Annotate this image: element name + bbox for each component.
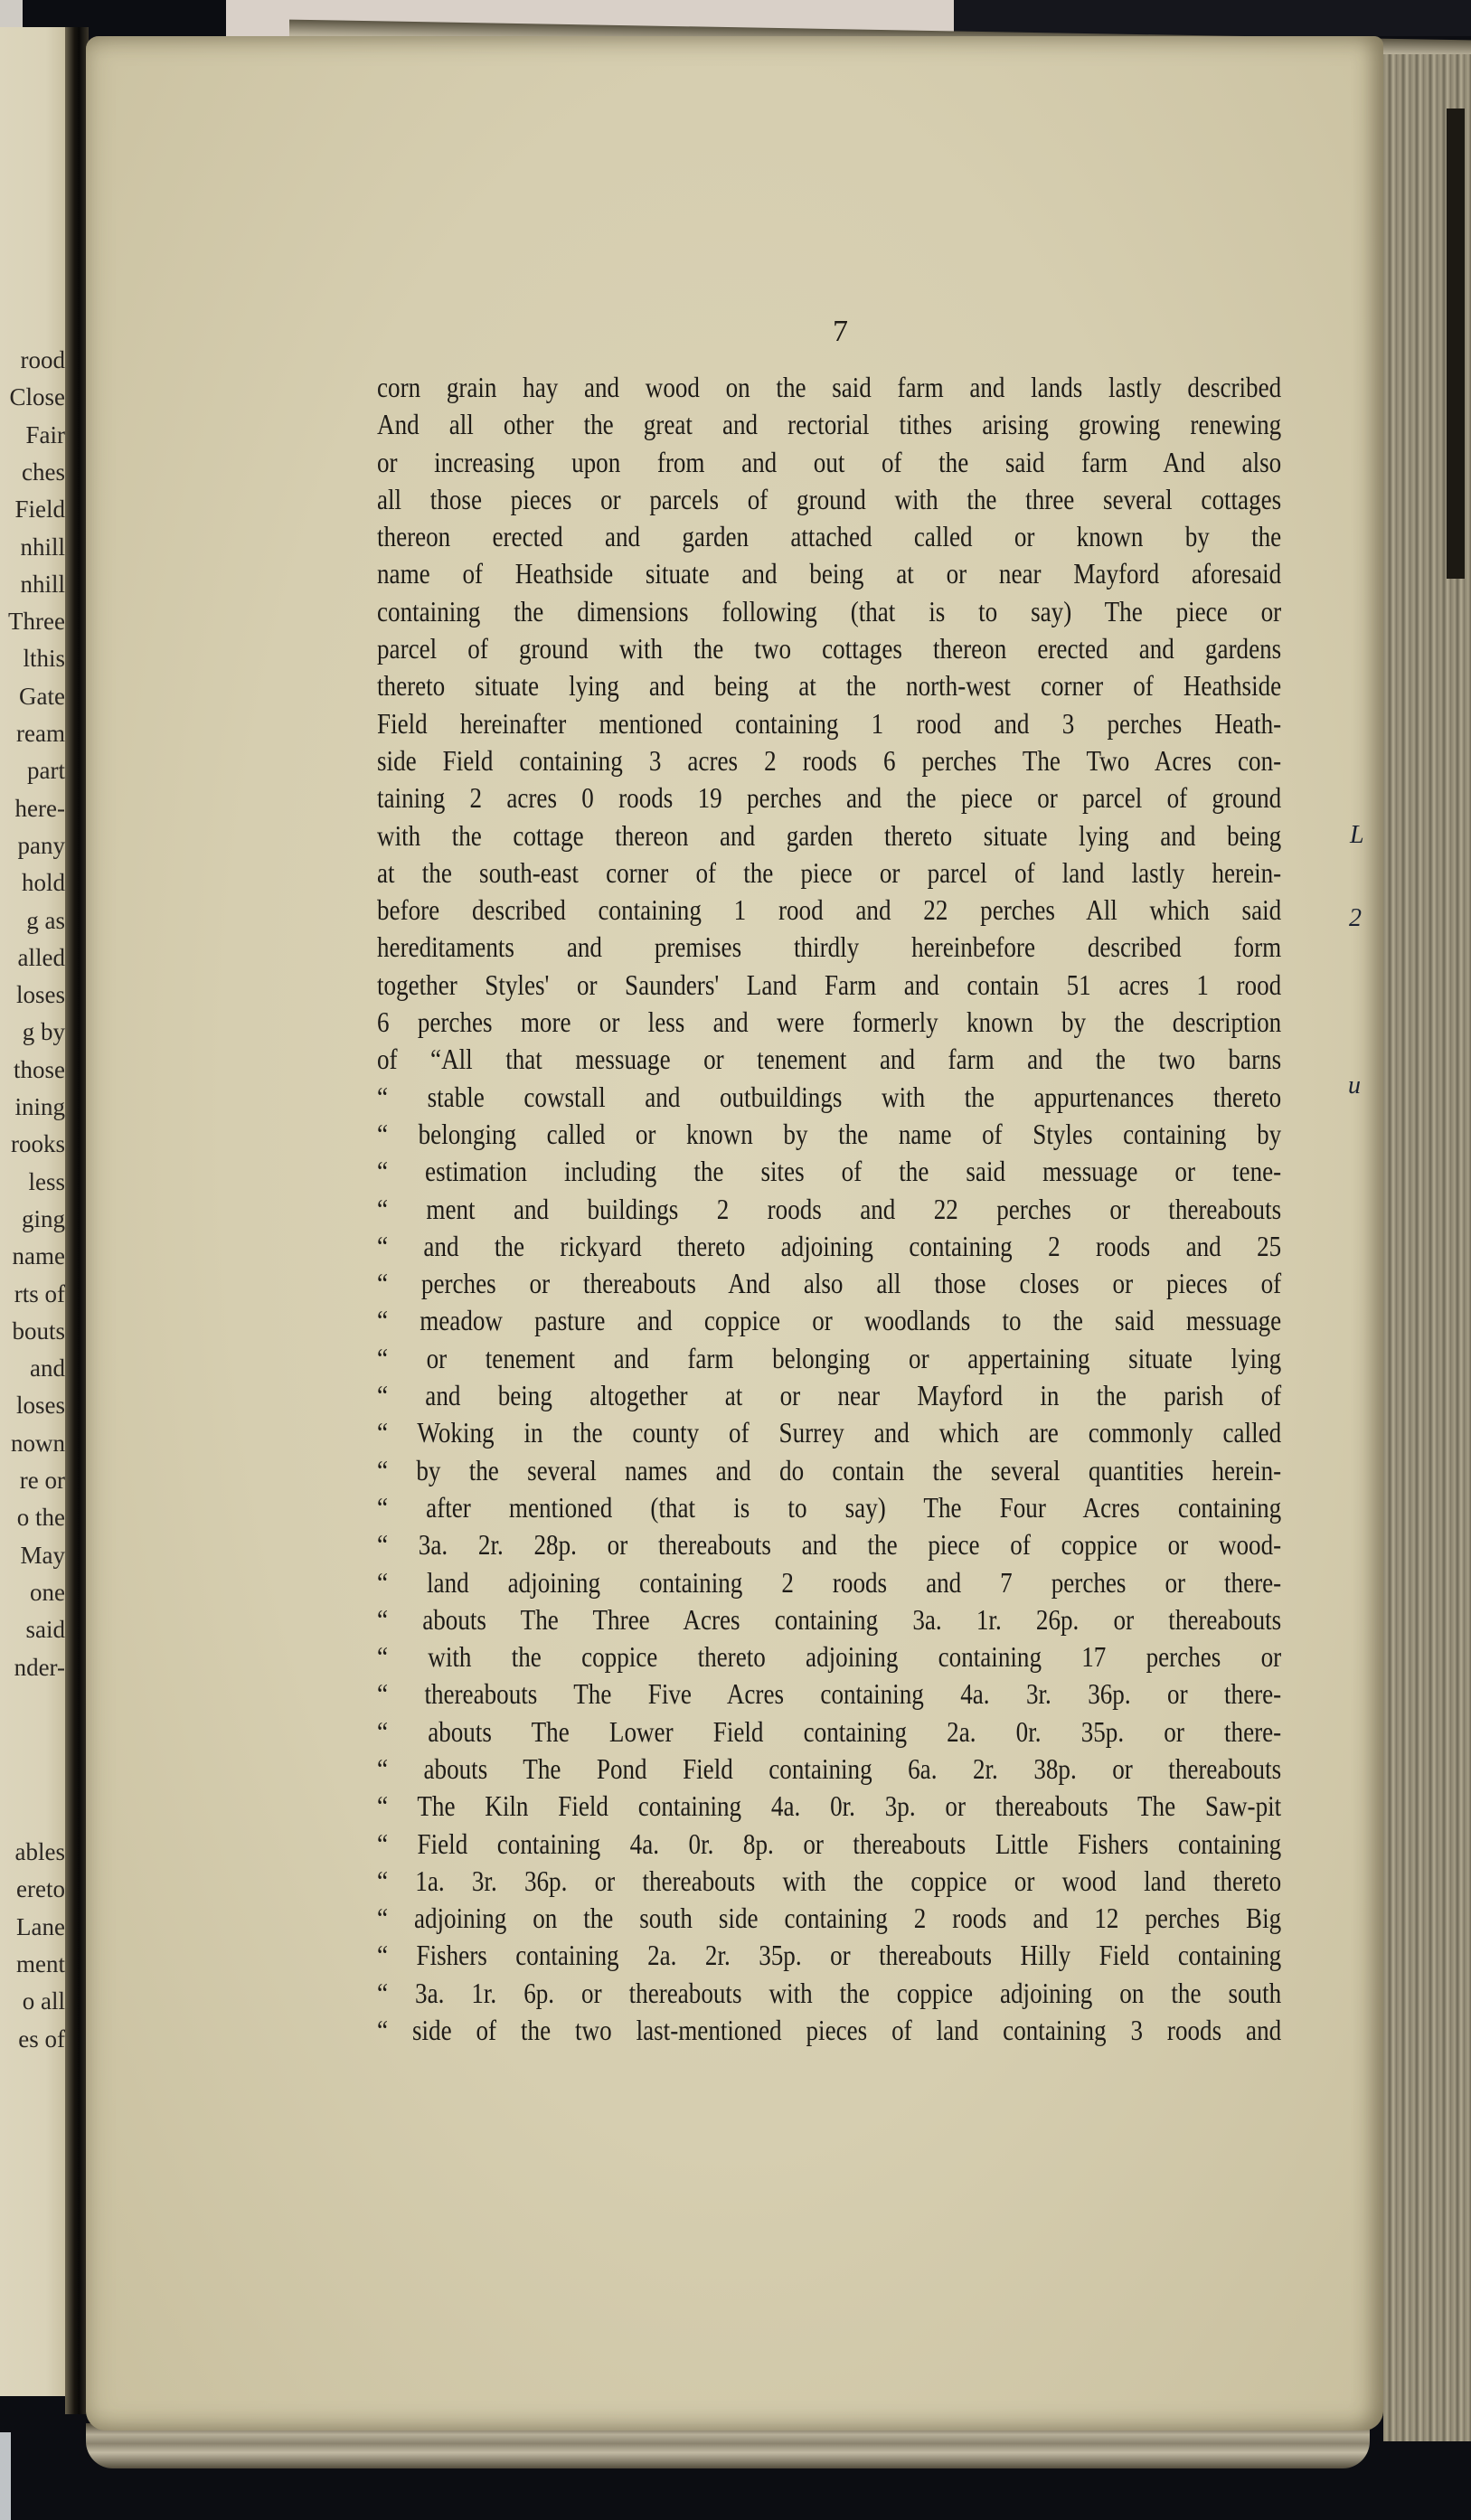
facing-page-fragment: hold [21, 869, 65, 897]
facing-page-fragment: Field [14, 496, 65, 524]
text-line: “ Fishers containing 2a. 2r. 35p. or thereabouts Hilly Field containing [377, 1940, 1282, 1972]
handwritten-margin-mark: L [1350, 821, 1364, 849]
handwritten-margin-mark: u [1348, 1071, 1361, 1100]
page-number: 7 [833, 315, 848, 348]
background-edge [0, 0, 23, 27]
text-line: “ side of the two last-mentioned pieces of land containing 3 roods and [377, 2015, 1282, 2047]
facing-page-fragment: alled [17, 943, 65, 971]
text-line: “ 3a. 1r. 6p. or thereabouts with the coppice adjoining on the south [377, 1977, 1282, 2009]
background-dark [954, 0, 1471, 36]
facing-page-fragment: said [25, 1616, 65, 1644]
facing-page-fragment: and [30, 1354, 65, 1383]
text-line: “ abouts The Pond Field containing 6a. 2r. 38p. or thereabouts [377, 1752, 1282, 1785]
text-line: all those pieces or parcels of ground with the three several cottages [377, 483, 1282, 515]
text-line: “ abouts The Three Acres containing 3a. 1r. 26p. or thereabouts [377, 1603, 1282, 1636]
text-line: parcel of ground with the two cottages thereon erected and gardens [377, 633, 1282, 665]
facing-page-fragment: Gate [19, 682, 65, 710]
text-line: side Field containing 3 acres 2 roods 6 perches The Two Acres con- [377, 744, 1282, 777]
facing-page-fragment: o the [16, 1504, 65, 1532]
facing-page-fragment: part [27, 757, 65, 785]
facing-page-fragment: es of [18, 2024, 65, 2053]
text-line: 6 perches more or less and were formerly known by the description [377, 1006, 1282, 1039]
facing-page-fragment: rts of [14, 1279, 65, 1307]
text-line: together Styles' or Saunders' Land Farm and contain 51 acres 1 rood [377, 968, 1282, 1001]
facing-page-fragment: loses [16, 981, 65, 1009]
facing-page-fragment: bouts [12, 1317, 65, 1345]
text-line: And all other the great and rectorial tithes arising growing renewing [377, 409, 1282, 441]
text-line: “ belonging called or known by the name of Styles containing by [377, 1118, 1282, 1150]
text-line: before described containing 1 rood and 22 perches All which said [377, 894, 1282, 927]
facing-page-fragment: Close [9, 383, 65, 411]
text-line: “ 3a. 2r. 28p. or thereabouts and the piece of coppice or wood- [377, 1529, 1282, 1562]
text-line: of “All that messuage or tenement and farm and the two barns [377, 1043, 1282, 1076]
text-line: “ stable cowstall and outbuildings with the appurtenances thereto [377, 1081, 1282, 1113]
facing-page-fragment: nhill [20, 570, 65, 598]
text-line: “ adjoining on the south side containing 2 roods and 12 perches Big [377, 1902, 1282, 1935]
document-page [86, 36, 1383, 2430]
text-line: “ meadow pasture and coppice or woodlands to the said messuage [377, 1305, 1282, 1337]
facing-page-fragment: o all [22, 1987, 65, 2015]
facing-page-fragment: less [28, 1167, 65, 1195]
text-line: “ thereabouts The Five Acres containing 4a. 3r. 36p. or there- [377, 1678, 1282, 1711]
text-line: “ Field containing 4a. 0r. 8p. or thereabouts Little Fishers containing [377, 1827, 1282, 1860]
text-line: thereon erected and garden attached called or known by the [377, 521, 1282, 553]
facing-page-fragment: ches [22, 458, 65, 486]
facing-page-fragment: ining [14, 1093, 65, 1120]
background-edge [0, 2432, 11, 2520]
facing-page-fragment: name [12, 1242, 65, 1270]
facing-page-fragment: here- [14, 794, 65, 822]
facing-page-fragment: those [14, 1055, 65, 1083]
text-line: “ land adjoining containing 2 roods and 7 perches or there- [377, 1566, 1282, 1599]
handwritten-margin-mark: 2 [1349, 904, 1362, 932]
facing-page-fragment: nder- [14, 1653, 65, 1681]
text-line: corn grain hay and wood on the said farm and lands lastly described [377, 372, 1282, 403]
text-line: name of Heathside situate and being at or near Mayford aforesaid [377, 558, 1282, 590]
facing-page-fragment: ment [16, 1949, 65, 1977]
text-line: “ and being altogether at or near Mayford in the parish of [377, 1380, 1282, 1412]
text-line: “ abouts The Lower Field containing 2a. 0r. 35p. or there- [377, 1715, 1282, 1748]
cover-shadow [1447, 109, 1465, 579]
facing-page-fragment: g as [26, 906, 65, 934]
facing-page-fragment: ream [16, 720, 65, 747]
facing-page-fragment: ereto [16, 1875, 65, 1903]
text-line: “ perches or thereabouts And also all those closes or pieces of [377, 1268, 1282, 1300]
text-line: taining 2 acres 0 roods 19 perches and the piece or parcel of ground [377, 782, 1282, 815]
text-line: “ and the rickyard thereto adjoining containing 2 roods and 25 [377, 1230, 1282, 1262]
facing-page-fragment: rood [20, 346, 65, 373]
text-line: with the cottage thereon and garden thereto situate lying and being [377, 819, 1282, 852]
facing-page-fragment: re or [19, 1467, 65, 1494]
text-line: thereto situate lying and being at the north-west corner of Heathside [377, 670, 1282, 703]
facing-page-fragment: May [20, 1541, 65, 1569]
facing-page-fragment: pany [17, 831, 65, 859]
text-line: at the south-east corner of the piece or parcel of land lastly herein- [377, 856, 1282, 889]
text-line: “ ment and buildings 2 roods and 22 perches or thereabouts [377, 1193, 1282, 1225]
body-text [377, 369, 1281, 2049]
facing-page-fragment: ging [21, 1204, 65, 1232]
facing-page [0, 27, 65, 2396]
text-line: “ Woking in the county of Surrey and which are commonly called [377, 1417, 1282, 1449]
facing-page-fragment: nhill [20, 533, 65, 561]
text-line: or increasing upon from and out of the said farm And also [377, 446, 1282, 478]
text-line: “ with the coppice thereto adjoining containing 17 perches or [377, 1641, 1282, 1674]
text-line: Field hereinafter mentioned containing 1 rood and 3 perches Heath- [377, 707, 1282, 740]
text-line: “ estimation including the sites of the said messuage or tene- [377, 1156, 1282, 1188]
facing-page-fragment: loses [16, 1392, 65, 1420]
facing-page-fragment: Three [8, 608, 65, 636]
facing-page-fragment: Lane [16, 1912, 65, 1940]
text-line: containing the dimensions following (that is to say) The piece or [377, 595, 1282, 628]
facing-page-fragment: lthis [23, 645, 65, 673]
text-line: “ or tenement and farm belonging or appertaining situate lying [377, 1342, 1282, 1374]
facing-page-fragment: nown [11, 1429, 65, 1457]
facing-page-fragment: Fair [25, 420, 65, 448]
text-line: “ after mentioned (that is to say) The Four Acres containing [377, 1491, 1282, 1524]
facing-page-fragment: g by [22, 1018, 65, 1046]
text-line: “ by the several names and do contain the several quantities herein- [377, 1454, 1282, 1487]
text-line: hereditaments and premises thirdly hereinbefore described form [377, 931, 1282, 964]
text-line: “ The Kiln Field containing 4a. 0r. 3p. or thereabouts The Saw-pit [377, 1790, 1282, 1823]
facing-page-fragment: ables [14, 1838, 65, 1865]
facing-page-fragment: one [30, 1578, 65, 1606]
facing-page-fragment: rooks [11, 1130, 65, 1158]
text-line: “ 1a. 3r. 36p. or thereabouts with the coppice or wood land thereto [377, 1864, 1282, 1897]
